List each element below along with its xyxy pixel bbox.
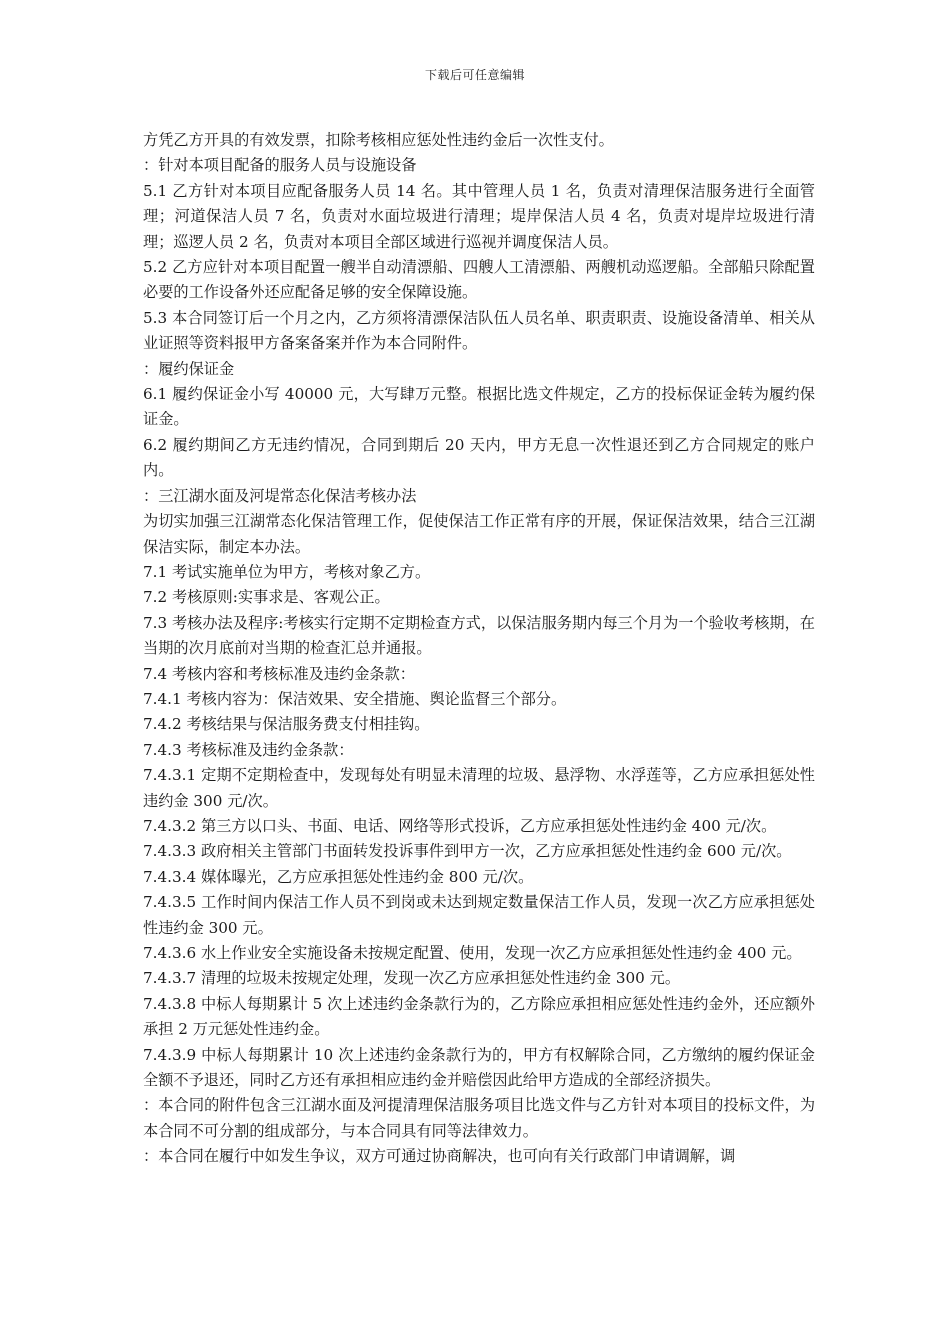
paragraph: ：本合同的附件包含三江湖水面及河提清理保洁服务项目比选文件与乙方针对本项目的投标文件，为本合同不可分割的组成部分，与本合同具有同等法律效力。 [143, 1096, 815, 1140]
paragraph: 7.4 考核内容和考核标准及违约金条款： [143, 664, 415, 683]
paragraph: 7.4.3.8 中标人每期累计 5 次上述违约金条款行为的，乙方除应承担相应惩处性违约金外，还应额外承担 2 万元惩处性违约金。 [143, 994, 815, 1039]
document-body [143, 128, 815, 1170]
paragraph: 7.4.3.5 工作时间内保洁工作人员不到岗或未达到规定数量保洁工作人员，发现一次乙方应承担惩处性违约金 300 元。 [143, 893, 815, 937]
paragraph: 7.2 考核原则:实事求是、客观公正。 [143, 588, 390, 607]
paragraph: 7.1 考试实施单位为甲方，考核对象乙方。 [143, 562, 431, 581]
paragraph: 7.3 考核办法及程序:考核实行定期不定期检查方式，以保洁服务期内每三个月为一个验收考核期，在当期的次月底前对当期的检查汇总并通报。 [143, 613, 815, 658]
paragraph: ：本合同在履行中如发生争议，双方可通过协商解决，也可向有关行政部门申请调解，调 [143, 1147, 736, 1166]
paragraph: 7.4.3.1 定期不定期检查中，发现每处有明显未清理的垃圾、悬浮物、水浮莲等，乙方应承担惩处性违约金 300 元/次。 [143, 766, 815, 810]
paragraph: 7.4.3.6 水上作业安全实施设备未按规定配置、使用，发现一次乙方应承担惩处性违约金 400 元。 [143, 944, 802, 962]
paragraph: 7.4.3.2 第三方以口头、书面、电话、网络等形式投诉，乙方应承担惩处性违约金 400 元/次。 [143, 816, 777, 835]
page-header: 下载后可任意编辑 [424, 68, 525, 82]
paragraph: 5.2 乙方应针对本项目配置一艘半自动清漂船、四艘人工清漂船、两艘机动巡逻船。全部船只除配置必要的工作设备外还应配备足够的安全保障设施。 [143, 258, 815, 302]
paragraph: 5.3 本合同签订后一个月之内，乙方须将清漂保洁队伍人员名单、职责职责、设施设备清单、相关从业证照等资料报甲方备案备案并作为本合同附件。 [143, 308, 815, 353]
paragraph: 6.2 履约期间乙方无违约情况，合同到期后 20 天内，甲方无息一次性退还到乙方合同规定的账户内。 [143, 435, 815, 480]
paragraph: 7.4.3.3 政府相关主管部门书面转发投诉事件到甲方一次，乙方应承担惩处性违约金 600 元/次。 [143, 842, 792, 861]
section-heading: ：履约保证金 [143, 359, 235, 378]
section-heading: ：三江湖水面及河堤常态化保洁考核办法 [143, 486, 417, 505]
paragraph: 7.4.1 考核内容为：保洁效果、安全措施、舆论监督三个部分。 [143, 689, 567, 708]
paragraph: 7.4.3.9 中标人每期累计 10 次上述违约金条款行为的，甲方有权解除合同，乙方缴纳的履约保证金全额不予退还，同时乙方还有承担相应违约金并赔偿因此给甲方造成的全部经济损失。 [143, 1045, 815, 1090]
paragraph: 方凭乙方开具的有效发票，扣除考核相应惩处性违约金后一次性支付。 [143, 131, 614, 149]
section-heading: ：针对本项目配备的服务人员与设施设备 [143, 156, 417, 175]
paragraph: 7.4.2 考核结果与保洁服务费支付相挂钩。 [143, 715, 430, 734]
paragraph: 为切实加强三江湖常态化保洁管理工作，促使保洁工作正常有序的开展，保证保洁效果，结合三江湖保洁实际，制定本办法。 [143, 512, 815, 556]
paragraph: 7.4.3 考核标准及违约金条款： [143, 740, 354, 759]
paragraph: 6.1 履约保证金小写 40000 元，大写肆万元整。根据比选文件规定，乙方的投标保证金转为履约保证金。 [143, 385, 815, 429]
paragraph: 7.4.3.4 媒体曝光，乙方应承担惩处性违约金 800 元/次。 [143, 867, 534, 886]
paragraph: 5.1 乙方针对本项目应配备服务人员 14 名。其中管理人员 1 名，负责对清理保洁服务进行全面管理；河道保洁人员 7 名，负责对水面垃圾进行清理；堤岸保洁人员 4 名，负责对堤岸垃圾进行清理；巡逻人员 2 名，负责对本项目全部区域进行巡视并调度保洁人员。 [143, 181, 815, 251]
paragraph: 7.4.3.7 清理的垃圾未按规定处理，发现一次乙方应承担惩处性违约金 300 元。 [143, 969, 681, 988]
